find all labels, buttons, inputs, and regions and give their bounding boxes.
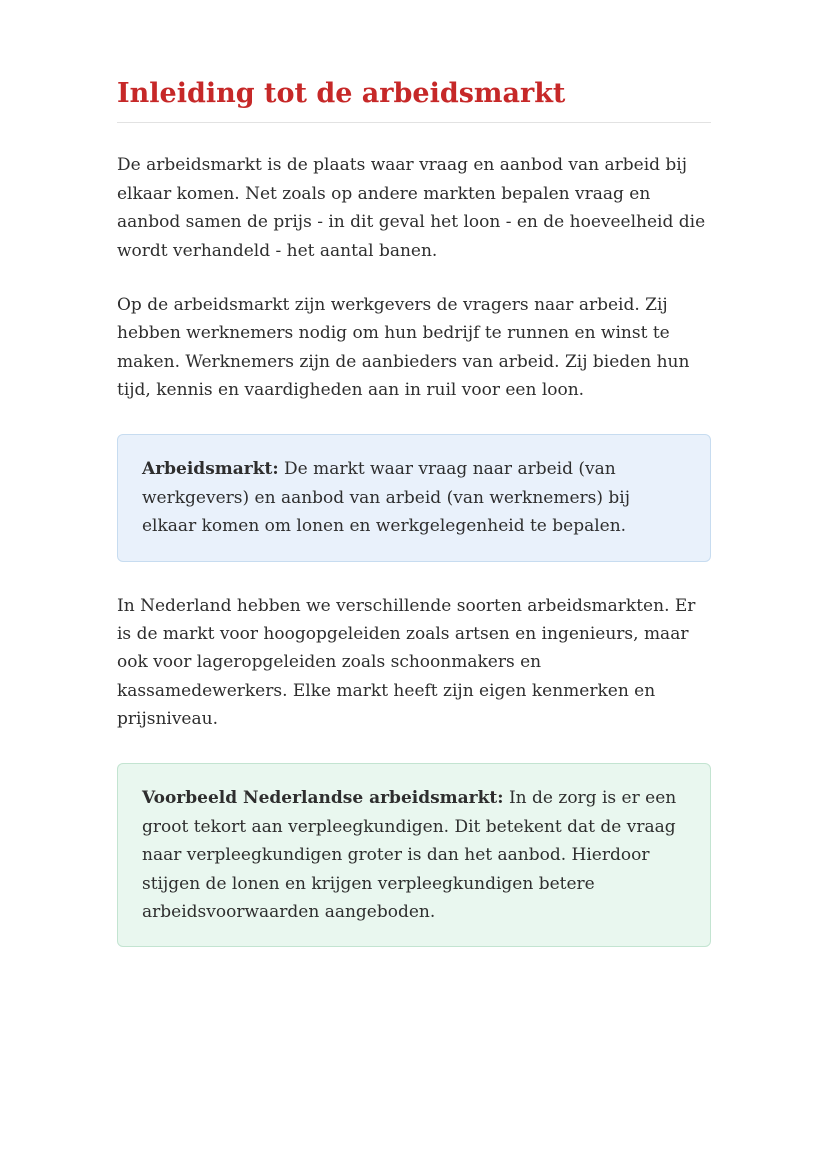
definition-box	[117, 434, 711, 561]
example-box	[117, 763, 711, 947]
example-box-text: In de zorg is er een groot tekort aan verpleegkundigen. Dit betekent dat de vraag naar verpleegkundigen groter is dan het aanbod. Hierdoor stijgen de lonen en krijgen verpleegkundigen betere arbeidsvoorwaarden aangeboden.	[142, 788, 677, 922]
markets-paragraph: In Nederland hebben we verschillende soorten arbeidsmarkten. Er is de markt voor hoogopgeleiden zoals artsen en ingenieurs, maar ook voor lageropgeleiden zoals schoonmakers en kassamedewerkers. Elke markt heeft zijn eigen kenmerken en prijsniveau.	[117, 595, 696, 730]
title-divider	[117, 122, 711, 123]
definition-box-text: De markt waar vraag naar arbeid (van werkgevers) en aanbod van arbeid (van werknemers) bij elkaar komen om lonen en werkgelegenheid te bepalen.	[142, 459, 631, 537]
example-box-label: Voorbeeld Nederlandse arbeidsmarkt:	[142, 788, 504, 809]
supply-demand-paragraph: Op de arbeidsmarkt zijn werkgevers de vragers naar arbeid. Zij hebben werknemers nodig om hun bedrijf te runnen en winst te maken. Werknemers zijn de aanbieders van arbeid. Zij bieden hun tijd, kennis en vaardigheden aan in ruil voor een loon.	[117, 294, 690, 401]
page-title: Inleiding tot de arbeidsmarkt	[117, 78, 566, 109]
definition-box-label: Arbeidsmarkt:	[142, 459, 279, 480]
intro-paragraph: De arbeidsmarkt is de plaats waar vraag en aanbod van arbeid bij elkaar komen. Net zoals op andere markten bepalen vraag en aanbod samen de prijs - in dit geval het loon - en de hoeveelheid die wordt verhandeld - het aantal banen.	[117, 155, 706, 261]
